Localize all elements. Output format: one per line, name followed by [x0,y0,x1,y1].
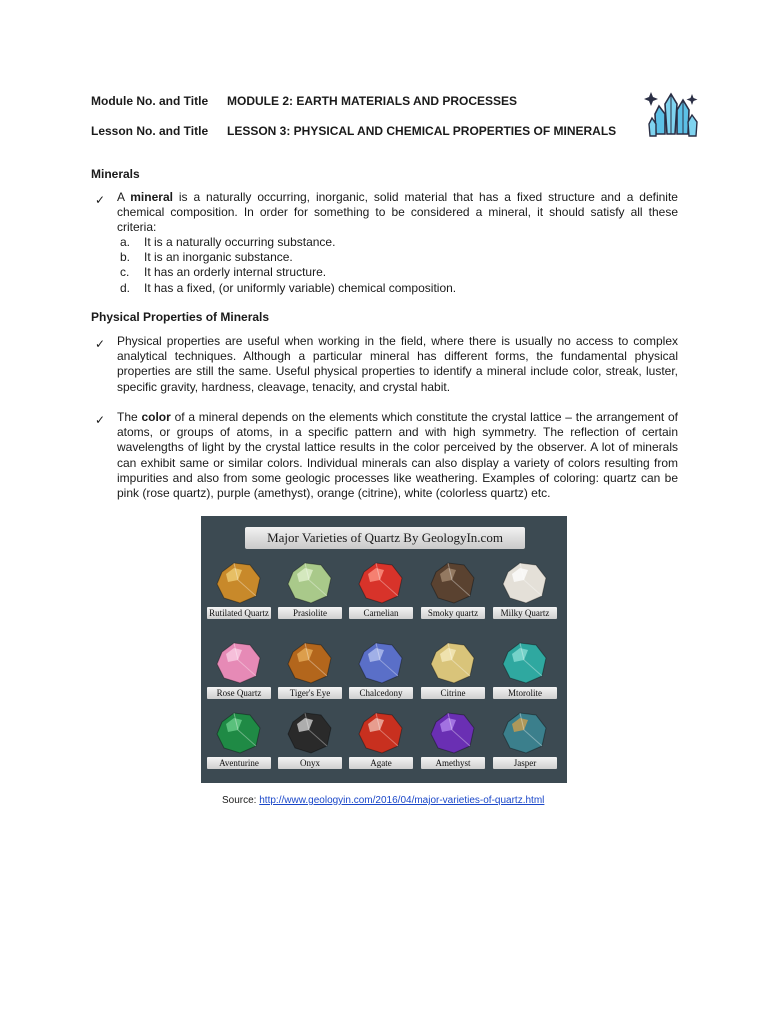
criteria-letter: d. [120,280,131,295]
gem-image [354,638,408,686]
mineral-definition [117,190,678,236]
gem-item [493,638,557,699]
gem-item [207,638,271,699]
gem-image [498,638,552,686]
color-term: color [141,410,171,424]
criteria-item [120,235,456,250]
gem-image [283,708,337,756]
gem-label: Chalcedony [349,687,413,699]
figure-banner: Major Varieties of Quartz By GeologyIn.com [245,527,525,549]
gem-label: Jasper [493,757,557,769]
gem-image [283,638,337,686]
gem-item [349,638,413,699]
module-label: Module No. and Title [91,94,209,108]
lesson-row [91,124,616,138]
criteria-text: It has a fixed, (or uniformly variable) chemical composition. [144,280,457,295]
gem-label: Tiger's Eye [278,687,342,699]
crystal-cluster-icon [643,84,703,140]
criteria-text: It is a naturally occurring substance. [144,235,336,249]
checkmark-icon: ✓ [95,413,106,427]
gem-image [498,708,552,756]
gem-image [283,558,337,606]
quartz-varieties-figure [201,516,567,783]
criteria-item [120,250,456,265]
gem-label: Agate [349,757,413,769]
gem-label: Rutilated Quartz [207,607,271,619]
gem-image [498,558,552,606]
criteria-text: It has an orderly internal structure. [144,265,327,280]
gem-item [278,638,342,699]
source-line [222,795,544,806]
criteria-letter: c. [120,265,130,280]
gem-label: Mtorolite [493,687,557,699]
gem-item [421,638,485,699]
module-row [91,94,517,108]
source-link[interactable]: http://www.geologyin.com/2016/04/major-varieties-of-quartz.html [259,795,545,806]
gem-label: Onyx [278,757,342,769]
criteria-item [120,281,456,296]
source-label: Source: [222,795,260,806]
color-text: of a mineral depends on the elements which constitute the crystal lattice – the arrangement of atoms, or groups of atoms, in a specific pattern and with high symmetry. The reflection of certain wavelengths of light by the crystal lattice results in the color perceived by the observer. A lot of minerals can exhibit same or similar colors. Individual minerals can also display a variety of colors resulting from impurities and also from some geologic processes like weathering. Examples of coloring: quartz can be pink (rose quartz), purple (amethyst), orange (citrine), white (colorless quartz) etc. [117,410,679,501]
color-paragraph [117,410,678,501]
gem-item [207,708,271,769]
gem-item [421,558,485,619]
color-prefix: The [117,410,142,424]
gem-image [426,638,480,686]
gem-image [212,638,266,686]
gem-image [212,708,266,756]
gem-label: Rose Quartz [207,687,271,699]
gem-label: Amethyst [421,757,485,769]
gem-image [354,708,408,756]
gem-item [493,558,557,619]
gem-label: Milky Quartz [493,607,557,619]
criteria-item [120,265,456,280]
gem-label: Smoky quartz [421,607,485,619]
gem-item [493,708,557,769]
gem-label: Prasiolite [278,607,342,619]
definition-text: is a naturally occurring, inorganic, solid material that has a fixed structure and a definite chemical composition. In order for something to be considered a mineral, it should satisfy all these criteria: [117,190,678,235]
minerals-heading: Minerals [91,167,140,181]
physical-properties-heading: Physical Properties of Minerals [91,310,270,324]
criteria-letter: a. [120,235,131,249]
physical-properties-paragraph: Physical properties are useful when working in the field, where there is usually no access to complex analytical techniques. Although a particular mineral has different forms, the fundamental physical properties are still the same. Useful physical properties to identify a mineral include color, streak, luster, specific gravity, hardness, cleavage, tenacity, and crystal habit. [117,334,678,394]
gem-image [354,558,408,606]
gem-label: Citrine [421,687,485,699]
gem-item [421,708,485,769]
checkmark-icon: ✓ [95,337,106,351]
lesson-title: LESSON 3: PHYSICAL AND CHEMICAL PROPERTIES OF MINERALS [227,124,617,138]
gem-item [349,708,413,769]
gem-item [207,558,271,619]
criteria-letter: b. [120,250,131,265]
definition-prefix: A [117,190,131,204]
gem-image [426,708,480,756]
gem-item [278,558,342,619]
checkmark-icon: ✓ [95,193,106,207]
gem-label: Aventurine [207,757,271,769]
gem-label: Carnelian [349,607,413,619]
criteria-list [120,235,456,296]
criteria-text: It is an inorganic substance. [144,250,293,265]
gem-item [349,558,413,619]
gem-item [278,708,342,769]
lesson-label: Lesson No. and Title [91,124,209,138]
gem-image [426,558,480,606]
module-title: MODULE 2: EARTH MATERIALS AND PROCESSES [227,94,518,108]
definition-term: mineral [130,190,173,204]
gem-image [212,558,266,606]
